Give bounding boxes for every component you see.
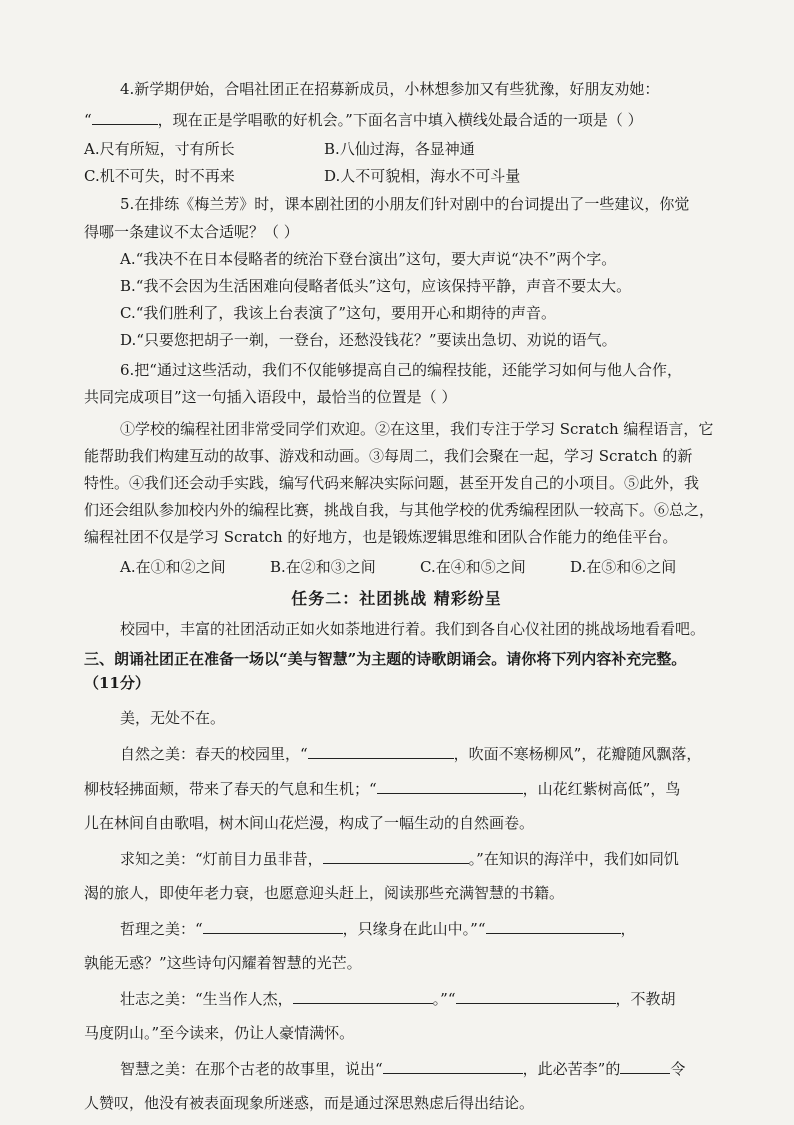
sec3-ambition-line2: 马度阴山。”至今读来，仍让人豪情满怀。 — [84, 1024, 355, 1042]
q6-passage-line1: ①学校的编程社团非常受同学们欢迎。②在这里，我们专注于学习 Scratch 编程语言，它 — [120, 420, 714, 438]
wisdom-blank-1[interactable] — [383, 1059, 523, 1074]
sec3-knowledge-text2: 。”在知识的海洋中，我们如同饥 — [468, 850, 679, 868]
q5-stem-line2: 得哪一条建议不太合适呢？（ ） — [84, 223, 299, 241]
sec3-nature-text4: ，山花红紫树高低”，鸟 — [522, 780, 681, 798]
q6-passage-line3: 特性。④我们还会动手实践，编写代码来解决实际问题，甚至开发自己的小项目。⑤此外，我 — [84, 474, 700, 492]
section3-heading-line2: （11分） — [84, 674, 150, 692]
q6-options-row — [84, 558, 709, 576]
sec3-nature-text2: ，吹面不寒杨柳风”，花瓣随风飘落， — [453, 745, 702, 763]
q6-option-c[interactable]: C.在④和⑤之间 — [420, 558, 526, 576]
page-content — [84, 80, 715, 1112]
philosophy-blank-2[interactable] — [486, 919, 621, 934]
q4-answer-blank[interactable] — [92, 110, 158, 125]
nature-blank-1[interactable] — [308, 744, 454, 759]
ambition-blank-2[interactable] — [456, 989, 616, 1004]
q6-option-b[interactable]: B.在②和③之间 — [270, 558, 376, 576]
q4-option-a[interactable]: A.尺有所短，寸有所长 — [84, 140, 235, 158]
sec3-ambition-line1 — [84, 989, 709, 1007]
sec3-philosophy-line1 — [84, 919, 709, 937]
sec3-wisdom-text3: 令 — [670, 1060, 686, 1078]
q6-passage-line5: 编程社团不仅是学习 Scratch 的好地方，也是锻炼逻辑思维和团队合作能力的绝佳平台。 — [84, 528, 678, 546]
q4-stem-line2 — [84, 110, 709, 128]
sec3-ambition-text2: 。”“ — [432, 990, 456, 1008]
sec3-ambition-text1: 壮志之美：“生当作人杰， — [120, 990, 293, 1008]
q4-options-row1 — [84, 140, 709, 158]
q6-stem-line1: 6.把“通过这些活动，我们不仅能够提高自己的编程技能，还能学习如何与他人合作， — [120, 361, 682, 379]
q4-option-b[interactable]: B.八仙过海，各显神通 — [324, 140, 475, 158]
knowledge-blank[interactable] — [323, 849, 469, 864]
task2-title: 任务二：社团挑战 精彩纷呈 — [291, 589, 502, 608]
nature-blank-2[interactable] — [377, 779, 523, 794]
q6-passage-line2: 能帮助我们构建互动的故事、游戏和动画。③每周二，我们会聚在一起，学习 Scratch 的新 — [84, 447, 693, 465]
sec3-philosophy-text2: ，只缘身在此山中。”“ — [342, 920, 486, 938]
sec3-nature-text1: 自然之美：春天的校园里，“ — [120, 745, 308, 763]
sec3-wisdom-text1: 智慧之美：在那个古老的故事里，说出“ — [120, 1060, 383, 1078]
sec3-wisdom-line2: 人赞叹，他没有被表面现象所迷惑，而是通过深思熟虑后得出结论。 — [84, 1094, 535, 1112]
q4-stem-line1: 4.新学期伊始，合唱社团正在招募新成员，小林想参加又有些犹豫，好朋友劝她： — [120, 80, 660, 98]
q4-stem-rest: ，现在正是学唱歌的好机会。”下面名言中填入横线处最合适的一项是（ ） — [157, 111, 643, 129]
q4-option-d[interactable]: D.人不可貌相，海水不可斗量 — [324, 167, 521, 185]
section3-heading-line1: 三、朗诵社团正在准备一场以“美与智慧”为主题的诗歌朗诵会。请你将下列内容补充完整。 — [84, 650, 687, 668]
q5-option-b[interactable]: B.“我不会因为生活困难向侵略者低头”这句，应该保持平静，声音不要太大。 — [120, 277, 632, 295]
sec3-knowledge-text1: 求知之美：“灯前目力虽非昔， — [120, 850, 323, 868]
q5-option-c[interactable]: C.“我们胜利了，我该上台表演了”这句，要用开心和期待的声音。 — [120, 304, 557, 322]
sec3-knowledge-line2: 渴的旅人，即使年老力衰，也愿意迎头赶上，阅读那些充满智慧的书籍。 — [84, 884, 565, 902]
sec3-wisdom-line1 — [84, 1059, 709, 1077]
q6-option-a[interactable]: A.在①和②之间 — [120, 558, 226, 576]
sec3-philosophy-line2: 孰能无惑？”这些诗句闪耀着智慧的光芒。 — [84, 954, 362, 972]
q6-stem-line2: 共同完成项目”这一句插入语段中，最恰当的位置是（ ） — [84, 388, 457, 406]
sec3-nature-line1 — [84, 744, 709, 762]
task2-intro: 校园中，丰富的社团活动正如火如荼地进行着。我们到各自心仪社团的挑战场地看看吧。 — [120, 620, 706, 638]
sec3-wisdom-text2: ，此必苦李”的 — [522, 1060, 621, 1078]
philosophy-blank-1[interactable] — [203, 919, 343, 934]
q4-option-c[interactable]: C.机不可失，时不再来 — [84, 167, 235, 185]
q5-stem-line1: 5.在排练《梅兰芳》时，课本剧社团的小朋友们针对剧中的台词提出了一些建议，你觉 — [120, 195, 690, 213]
sec3-nature-text3: 柳枝轻拂面颊，带来了春天的气息和生机；“ — [84, 780, 377, 798]
wisdom-blank-2[interactable] — [620, 1059, 670, 1074]
q5-option-d[interactable]: D.“只要您把胡子一剃，一登台，还愁没钱花？”要读出急切、劝说的语气。 — [120, 331, 617, 349]
sec3-nature-line2 — [84, 779, 709, 797]
q6-option-d[interactable]: D.在⑤和⑥之间 — [570, 558, 677, 576]
ambition-blank-1[interactable] — [293, 989, 433, 1004]
sec3-opening: 美，无处不在。 — [120, 709, 226, 727]
sec3-ambition-text3: ，不教胡 — [615, 990, 676, 1008]
q4-open-quote: “ — [84, 111, 92, 129]
sec3-philosophy-text3: ， — [620, 920, 636, 938]
q6-passage-line4: 们还会组队参加校内外的编程比赛，挑战自我，与其他学校的优秀编程团队一较高下。⑥总之， — [84, 501, 715, 519]
sec3-philosophy-text1: 哲理之美：“ — [120, 920, 203, 938]
q5-option-a[interactable]: A.“我决不在日本侵略者的统治下登台演出”这句，要大声说“决不”两个字。 — [120, 250, 617, 268]
sec3-knowledge-line1 — [84, 849, 709, 867]
sec3-nature-line3: 儿在林间自由歌唱，树木间山花烂漫，构成了一幅生动的自然画卷。 — [84, 814, 535, 832]
q4-options-row2 — [84, 167, 709, 185]
